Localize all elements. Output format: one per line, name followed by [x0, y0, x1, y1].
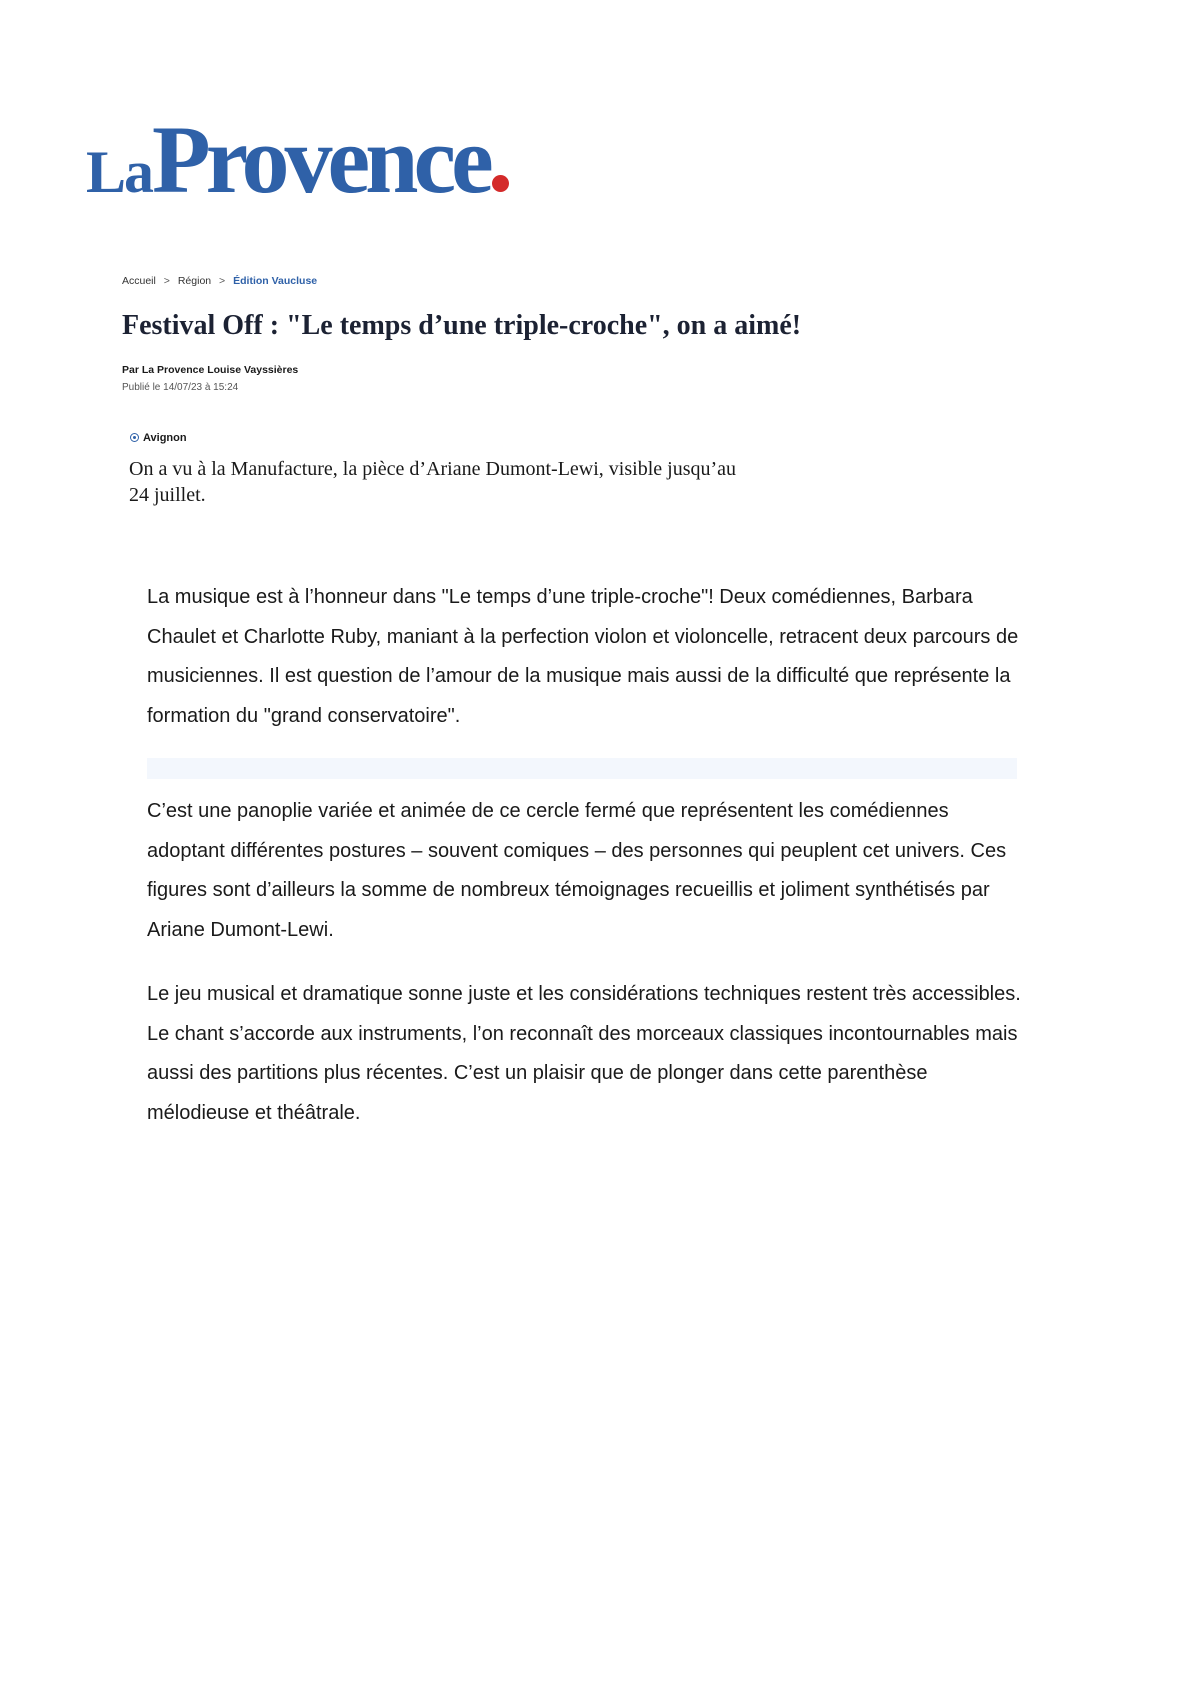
breadcrumb-item-edition-vaucluse[interactable]: Édition Vaucluse [233, 275, 318, 287]
location-pin-icon [130, 433, 139, 442]
breadcrumb [122, 275, 317, 287]
article-paragraph: La musique est à l’honneur dans "Le temps d’une triple-croche"! Deux comédiennes, Barbara Chaulet et Charlotte Ruby, maniant à la perfection violon et violoncelle, retracent deux parcours de musiciennes. Il est question de l’amour de la musique mais aussi de la difficulté que représente la formation du "grand conservatoire". [147, 586, 1019, 727]
article-lead: On a vu à la Manufacture, la pièce d’Ariane Dumont-Lewi, visible jusqu’au 24 juillet. [129, 458, 737, 506]
content-divider [147, 758, 1017, 779]
logo-main-text: Provence [152, 106, 489, 213]
location-tag[interactable] [130, 432, 187, 444]
breadcrumb-separator: > [219, 275, 226, 287]
breadcrumb-item-region[interactable]: Région [177, 275, 212, 287]
article-paragraph: C’est une panoplie variée et animée de ce cercle fermé que représentent les comédiennes adoptant différentes postures – souvent comiques – des personnes qui peuplent cet univers. Ces figures sont d’ailleurs la somme de nombreux témoignages recueillis et joliment synthétisés par Ariane Dumont-Lewi. [147, 800, 1007, 941]
logo-dot [492, 175, 509, 192]
article-author: Par La Provence Louise Vayssières [122, 364, 299, 376]
site-logo[interactable] [86, 106, 509, 213]
publish-date: Publié le 14/07/23 à 15:24 [122, 382, 239, 393]
article-paragraph: Le jeu musical et dramatique sonne juste et les considérations techniques restent très accessibles. Le chant s’accorde aux instruments, l’on reconnaît des morceaux classiques incontournables mais aussi des partitions plus récentes. C’est un plaisir que de plonger dans cette parenthèse mélodieuse et théâtrale. [147, 983, 1021, 1124]
article-title: Festival Off : "Le temps d’une triple-croche", on a aimé! [122, 310, 802, 341]
logo-la-text: La [86, 139, 153, 205]
breadcrumb-separator: > [163, 275, 170, 287]
breadcrumb-item-accueil[interactable]: Accueil [122, 275, 156, 287]
location-label: Avignon [143, 432, 187, 444]
